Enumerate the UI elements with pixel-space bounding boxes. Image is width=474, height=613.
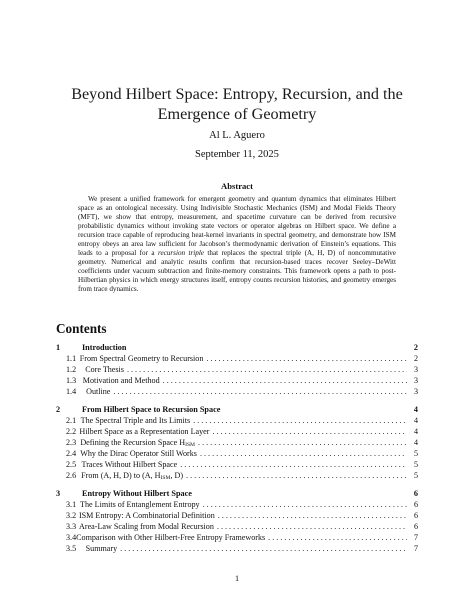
toc-number: 2.6	[66, 471, 77, 480]
toc-section-introduction[interactable]	[56, 342, 418, 353]
toc-page: 3	[413, 387, 418, 396]
toc-page: 4	[413, 427, 418, 436]
toc-subsection-2-4[interactable]	[56, 448, 418, 459]
toc-subsection-1-2[interactable]	[56, 364, 418, 375]
toc-page: 6	[413, 489, 418, 498]
toc-number: 3.1	[66, 500, 77, 509]
toc-subsection-2-2[interactable]	[56, 426, 418, 437]
toc-subsection-2-1[interactable]	[56, 415, 418, 426]
toc-label	[81, 470, 183, 484]
toc-label: Why the Dirac Operator Still Works	[80, 449, 197, 458]
toc-leader	[198, 437, 407, 448]
toc-page: 2	[413, 343, 418, 352]
toc-number: 2.5	[66, 460, 77, 469]
toc-page: 4	[413, 405, 418, 414]
toc-section-hilbert-to-recursion[interactable]	[56, 404, 418, 415]
toc-leader	[217, 521, 407, 532]
toc-subsection-3-1[interactable]	[56, 499, 418, 510]
toc-page: 3	[413, 376, 418, 385]
abstract-text-2: that replaces the spectral triple (A, H, D) of noncommutative geometry. Numerical and analytic results confirm that recursion-based traces recover Seeley–DeWitt coefficients under vacuum subtraction and finite-memory constraints. This framework opens a path to post-Hilbertian physics in which energy structures itself, entropy counts recursion histories, and geometry emerges from trace dynamics.	[78, 249, 396, 294]
toc-number: 1.3	[66, 376, 77, 385]
toc-page: 5	[413, 460, 418, 469]
publication-date: September 11, 2025	[195, 149, 279, 160]
toc-label-text: Defining the Recursion Space H	[80, 438, 186, 447]
toc-number: 2.4	[66, 449, 77, 458]
toc-label: Outline	[86, 387, 111, 396]
toc-label: Core Thesis	[85, 365, 124, 374]
toc-page: 6	[413, 522, 418, 531]
toc-number: 1	[56, 343, 61, 352]
paper-title: Beyond Hilbert Space: Entropy, Recursion, and the Emergence of Geometry	[71, 85, 403, 123]
toc-label-tail: , D)	[170, 471, 184, 480]
abstract-emphasis: recursion triple	[157, 249, 204, 258]
toc-subsection-3-5[interactable]	[56, 543, 418, 554]
toc-label-subscript: ISM	[160, 475, 171, 481]
toc-page: 2	[413, 354, 418, 363]
toc-leader	[203, 499, 407, 510]
toc-leader	[200, 448, 407, 459]
toc-label: Hilbert Space as a Representation Layer	[79, 427, 210, 436]
toc-leader	[113, 386, 407, 397]
toc-page: 6	[413, 500, 418, 509]
toc-leader	[127, 364, 407, 375]
toc-leader	[120, 543, 407, 554]
toc-leader	[186, 470, 407, 481]
toc-label: Comparison with Other Hilbert-Free Entropy Frameworks	[76, 533, 266, 542]
toc-number: 3.4	[66, 533, 77, 542]
toc-leader	[163, 375, 407, 386]
toc-label: ISM Entropy: A Combinatorial Definition	[78, 511, 215, 520]
toc-subsection-2-3[interactable]	[56, 437, 418, 448]
abstract-text-1: We present a unified framework for emergent geometry and quantum dynamics that eliminates Hilbert space as an ontological necessity. Using Indivisible Stochastic Mechanics (ISM) and Modal Fields Theory (MFT), we show that entropy, measurement, and spacetime curvature can be derived from recursive probabilistic dynamics without invoking state vectors or operator algebras on Hilbert space. We define a recursion trace capable of reproducing heat-kernel invariants in spectral geometry, and demonstrate how ISM entropy obeys an area law sufficient for Jacobson’s thermodynamic derivation of Einstein’s equations. This leads to a proposal for a	[78, 195, 396, 258]
toc-leader	[268, 532, 407, 543]
author-name: Al L. Aguero	[209, 130, 265, 141]
toc-leader	[218, 510, 407, 521]
toc-label: The Spectral Triple and Its Limits	[80, 416, 191, 425]
toc-label: Traces Without Hilbert Space	[81, 460, 178, 469]
toc-page: 5	[413, 449, 418, 458]
contents-heading: Contents	[56, 321, 107, 336]
toc-leader	[212, 426, 407, 437]
toc-label: Entropy Without Hilbert Space	[82, 489, 192, 498]
toc-number: 1.4	[66, 387, 77, 396]
toc-subsection-1-1[interactable]	[56, 353, 418, 364]
toc-subsection-3-3[interactable]	[56, 521, 418, 532]
toc-number: 3	[56, 489, 61, 498]
toc-page: 6	[413, 511, 418, 520]
toc-page: 4	[413, 416, 418, 425]
toc-number: 2.1	[66, 416, 77, 425]
toc-number: 2.3	[66, 438, 77, 447]
toc-subsection-1-3[interactable]	[56, 375, 418, 386]
toc-page: 5	[413, 471, 418, 480]
abstract-body	[78, 195, 396, 295]
toc-label: The Limits of Entanglement Entropy	[80, 500, 200, 509]
toc-number: 2	[56, 405, 61, 414]
toc-label: From Hilbert Space to Recursion Space	[82, 405, 221, 414]
toc-page: 4	[413, 438, 418, 447]
toc-number: 1.1	[66, 354, 77, 363]
toc-subsection-2-6[interactable]	[56, 470, 418, 481]
toc-subsection-3-2[interactable]	[56, 510, 418, 521]
toc-label: Introduction	[82, 343, 127, 352]
toc-number: 2.2	[66, 427, 77, 436]
toc-label: Summary	[85, 544, 118, 553]
abstract-heading: Abstract	[221, 181, 253, 191]
toc-subsection-1-4[interactable]	[56, 386, 418, 397]
toc-leader	[193, 415, 407, 426]
toc-section-entropy[interactable]	[56, 488, 418, 499]
toc-page: 7	[413, 544, 418, 553]
toc-leader	[206, 353, 407, 364]
toc-label: Motivation and Method	[82, 376, 160, 385]
toc-number: 3.2	[66, 511, 77, 520]
toc-page: 3	[413, 365, 418, 374]
toc-number: 3.3	[66, 522, 77, 531]
toc-subsection-3-4[interactable]	[56, 532, 418, 543]
toc-label: From Spectral Geometry to Recursion	[79, 354, 204, 363]
toc-page: 7	[413, 533, 418, 542]
toc-number: 1.2	[66, 365, 77, 374]
page-number: 1	[234, 574, 240, 583]
toc-label-subscript: ISM	[185, 442, 196, 448]
toc-number: 3.5	[66, 544, 77, 553]
toc-label-text: From (A, H, D) to (A, H	[81, 471, 161, 480]
toc-label: Area-Law Scaling from Modal Recursion	[79, 522, 214, 531]
toc-leader	[180, 459, 407, 470]
toc-subsection-2-5[interactable]	[56, 459, 418, 470]
